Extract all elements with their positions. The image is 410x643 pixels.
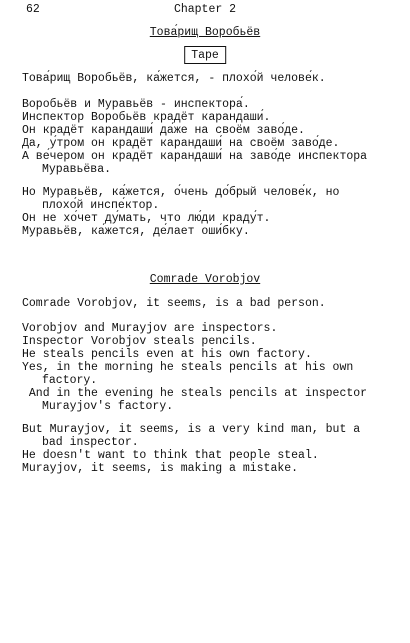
text-line: Murayjov's factory.	[42, 400, 174, 413]
russian-paragraph-3	[22, 186, 396, 238]
text-line: Murayjov, it seems, is making a mistake.	[22, 462, 299, 475]
text-line: Муравьёв, ка́жется, де́лает оши́бку.	[22, 225, 250, 238]
chapter-heading: Chapter 2	[173, 3, 237, 16]
text-line: Това́рищ Воробьёв, ка́жется, - плохо́й челове́к.	[22, 72, 326, 85]
text-line: плохо́й инспе́ктор.	[42, 199, 160, 212]
text-line: Муравьёва.	[42, 163, 112, 176]
text-line: Инспектор Воробьёв крадёт карандаши́.	[22, 111, 271, 124]
page-header	[26, 3, 384, 17]
page-number: 62	[26, 3, 40, 16]
russian-paragraph-1	[22, 72, 396, 85]
text-line: Yes, in the morning he steals pencils at his own	[22, 361, 354, 374]
english-paragraph-3	[22, 423, 396, 475]
text-line: А ве́чером он крадёт карандаши́ на заво́де инспектора	[22, 150, 368, 163]
text-line: Воробьёв и Муравьёв - инспектора́.	[22, 98, 250, 111]
text-line: He steals pencils even at his own factory.	[22, 348, 312, 361]
text-line: Vorobjov and Murayjov are inspectors.	[22, 322, 278, 335]
text-line: Да, у́тром он крадёт карандаши́ на своём заво́де.	[22, 137, 340, 150]
text-line: But Murayjov, it seems, is a very kind man, but a	[22, 423, 361, 436]
english-title: Comrade Vorobjov	[149, 273, 261, 286]
russian-title: Това́рищ Воробьёв	[149, 26, 261, 39]
english-paragraph-1	[22, 297, 396, 310]
tape-label-box: Tape	[184, 46, 226, 64]
text-line: Он не хо́чет ду́мать, что лю́ди краду́т.	[22, 212, 271, 225]
text-line: And in the evening he steals pencils at inspector	[22, 387, 368, 400]
text-line: Comrade Vorobjov, it seems, is a bad person.	[22, 297, 326, 310]
text-line: Он крадёт карандаши́ да́же на своём заво́де.	[22, 124, 305, 137]
english-paragraph-2	[22, 322, 396, 413]
russian-paragraph-2	[22, 98, 396, 176]
text-line: Но Муравьёв, ка́жется, о́чень до́брый челове́к, но	[22, 186, 340, 199]
text-line: bad inspector.	[42, 436, 139, 449]
text-line: factory.	[42, 374, 98, 387]
text-line: He doesn't want to think that people steal.	[22, 449, 319, 462]
text-line: Inspector Vorobjov steals pencils.	[22, 335, 257, 348]
